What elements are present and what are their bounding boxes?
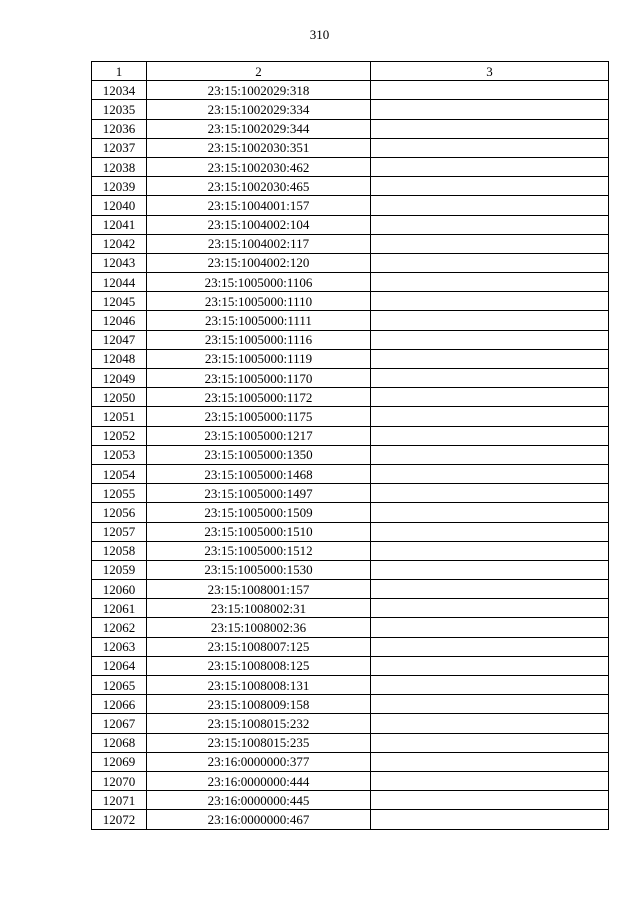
cadastral-number-cell: 23:15:1002030:462 <box>147 157 371 176</box>
table-row <box>92 676 609 695</box>
row-number-cell: 12055 <box>92 484 147 503</box>
row-number-cell: 12037 <box>92 138 147 157</box>
cadastral-number-cell: 23:16:0000000:467 <box>147 810 371 829</box>
cadastral-number-cell: 23:16:0000000:377 <box>147 752 371 771</box>
row-number-cell: 12047 <box>92 330 147 349</box>
row-number-cell: 12059 <box>92 560 147 579</box>
column-header-3: 3 <box>371 62 609 81</box>
row-number-cell: 12069 <box>92 752 147 771</box>
table-row <box>92 810 609 829</box>
cadastral-number-cell: 23:15:1008008:131 <box>147 676 371 695</box>
notes-cell <box>371 273 609 292</box>
cadastral-number-cell: 23:15:1004002:117 <box>147 234 371 253</box>
notes-cell <box>371 522 609 541</box>
row-number-cell: 12043 <box>92 253 147 272</box>
row-number-cell: 12052 <box>92 426 147 445</box>
cadastral-number-cell: 23:16:0000000:444 <box>147 771 371 790</box>
row-number-cell: 12064 <box>92 656 147 675</box>
row-number-cell: 12056 <box>92 503 147 522</box>
table-row <box>92 714 609 733</box>
notes-cell <box>371 580 609 599</box>
table-row <box>92 656 609 675</box>
notes-cell <box>371 733 609 752</box>
table-body <box>92 81 609 829</box>
row-number-cell: 12070 <box>92 771 147 790</box>
notes-cell <box>371 599 609 618</box>
row-number-cell: 12041 <box>92 215 147 234</box>
table-row <box>92 215 609 234</box>
table-row <box>92 253 609 272</box>
cadastral-number-cell: 23:15:1005000:1119 <box>147 349 371 368</box>
row-number-cell: 12050 <box>92 388 147 407</box>
table-row <box>92 407 609 426</box>
notes-cell <box>371 503 609 522</box>
cadastral-number-cell: 23:15:1005000:1497 <box>147 484 371 503</box>
cadastral-number-cell: 23:15:1002029:344 <box>147 119 371 138</box>
cadastral-number-cell: 23:15:1005000:1530 <box>147 560 371 579</box>
notes-cell <box>371 656 609 675</box>
page-number: 310 <box>309 27 330 42</box>
cadastral-number-cell: 23:15:1002029:334 <box>147 100 371 119</box>
table-row <box>92 522 609 541</box>
cadastral-number-cell: 23:15:1005000:1350 <box>147 445 371 464</box>
column-header-1: 1 <box>92 62 147 81</box>
cadastral-number-cell: 23:15:1008002:31 <box>147 599 371 618</box>
notes-cell <box>371 177 609 196</box>
notes-cell <box>371 637 609 656</box>
notes-cell <box>371 330 609 349</box>
row-number-cell: 12038 <box>92 157 147 176</box>
table-row <box>92 695 609 714</box>
table-header <box>92 62 609 81</box>
cadastral-number-cell: 23:15:1005000:1512 <box>147 541 371 560</box>
notes-cell <box>371 695 609 714</box>
table-row <box>92 273 609 292</box>
notes-cell <box>371 81 609 100</box>
table-row <box>92 369 609 388</box>
notes-cell <box>371 253 609 272</box>
row-number-cell: 12058 <box>92 541 147 560</box>
row-number-cell: 12065 <box>92 676 147 695</box>
table-row <box>92 445 609 464</box>
table-row <box>92 618 609 637</box>
row-number-cell: 12072 <box>92 810 147 829</box>
notes-cell <box>371 215 609 234</box>
table-row <box>92 791 609 810</box>
cadastral-number-cell: 23:15:1008015:235 <box>147 733 371 752</box>
notes-cell <box>371 810 609 829</box>
cadastral-number-cell: 23:15:1008007:125 <box>147 637 371 656</box>
notes-cell <box>371 311 609 330</box>
table-row <box>92 292 609 311</box>
notes-cell <box>371 292 609 311</box>
table-row <box>92 599 609 618</box>
row-number-cell: 12040 <box>92 196 147 215</box>
table-row <box>92 177 609 196</box>
notes-cell <box>371 484 609 503</box>
table-row <box>92 637 609 656</box>
table-row <box>92 349 609 368</box>
table-row <box>92 119 609 138</box>
notes-cell <box>371 138 609 157</box>
cadastral-number-cell: 23:15:1005000:1106 <box>147 273 371 292</box>
table-row <box>92 196 609 215</box>
notes-cell <box>371 349 609 368</box>
row-number-cell: 12044 <box>92 273 147 292</box>
notes-cell <box>371 157 609 176</box>
cadastral-number-cell: 23:15:1002030:465 <box>147 177 371 196</box>
table-row <box>92 426 609 445</box>
row-number-cell: 12042 <box>92 234 147 253</box>
cadastral-number-cell: 23:15:1005000:1510 <box>147 522 371 541</box>
cadastral-number-cell: 23:15:1005000:1110 <box>147 292 371 311</box>
cadastral-number-cell: 23:15:1008015:232 <box>147 714 371 733</box>
cadastral-number-cell: 23:15:1008008:125 <box>147 656 371 675</box>
row-number-cell: 12049 <box>92 369 147 388</box>
notes-cell <box>371 407 609 426</box>
notes-cell <box>371 388 609 407</box>
table-row <box>92 464 609 483</box>
cadastral-number-cell: 23:15:1005000:1172 <box>147 388 371 407</box>
notes-cell <box>371 791 609 810</box>
column-header-2: 2 <box>147 62 371 81</box>
notes-cell <box>371 464 609 483</box>
table-row <box>92 484 609 503</box>
notes-cell <box>371 771 609 790</box>
table-row <box>92 100 609 119</box>
table-row <box>92 388 609 407</box>
cadastral-number-cell: 23:15:1005000:1509 <box>147 503 371 522</box>
notes-cell <box>371 676 609 695</box>
row-number-cell: 12051 <box>92 407 147 426</box>
cadastral-number-cell: 23:15:1005000:1175 <box>147 407 371 426</box>
row-number-cell: 12063 <box>92 637 147 656</box>
notes-cell <box>371 100 609 119</box>
table-row <box>92 541 609 560</box>
row-number-cell: 12039 <box>92 177 147 196</box>
row-number-cell: 12054 <box>92 464 147 483</box>
notes-cell <box>371 119 609 138</box>
cadastral-number-cell: 23:15:1004002:120 <box>147 253 371 272</box>
row-number-cell: 12035 <box>92 100 147 119</box>
table-row <box>92 733 609 752</box>
cadastral-number-cell: 23:15:1005000:1170 <box>147 369 371 388</box>
notes-cell <box>371 560 609 579</box>
cadastral-number-cell: 23:15:1002029:318 <box>147 81 371 100</box>
notes-cell <box>371 234 609 253</box>
row-number-cell: 12053 <box>92 445 147 464</box>
row-number-cell: 12060 <box>92 580 147 599</box>
table-row <box>92 81 609 100</box>
table-row <box>92 560 609 579</box>
table-row <box>92 234 609 253</box>
table-row <box>92 503 609 522</box>
table-row <box>92 752 609 771</box>
cadastral-number-cell: 23:15:1005000:1116 <box>147 330 371 349</box>
cadastral-number-cell: 23:15:1004002:104 <box>147 215 371 234</box>
notes-cell <box>371 618 609 637</box>
table-row <box>92 157 609 176</box>
cadastral-number-cell: 23:15:1005000:1111 <box>147 311 371 330</box>
row-number-cell: 12057 <box>92 522 147 541</box>
table-row <box>92 330 609 349</box>
notes-cell <box>371 369 609 388</box>
cadastral-number-cell: 23:15:1005000:1468 <box>147 464 371 483</box>
table-header-row <box>92 62 609 81</box>
table-row <box>92 580 609 599</box>
row-number-cell: 12061 <box>92 599 147 618</box>
cadastral-number-cell: 23:15:1004001:157 <box>147 196 371 215</box>
notes-cell <box>371 714 609 733</box>
row-number-cell: 12062 <box>92 618 147 637</box>
cadastral-number-cell: 23:15:1005000:1217 <box>147 426 371 445</box>
row-number-cell: 12071 <box>92 791 147 810</box>
notes-cell <box>371 426 609 445</box>
row-number-cell: 12034 <box>92 81 147 100</box>
cadastral-number-cell: 23:15:1008001:157 <box>147 580 371 599</box>
cadastral-number-cell: 23:15:1008002:36 <box>147 618 371 637</box>
row-number-cell: 12068 <box>92 733 147 752</box>
row-number-cell: 12066 <box>92 695 147 714</box>
notes-cell <box>371 541 609 560</box>
row-number-cell: 12067 <box>92 714 147 733</box>
row-number-cell: 12045 <box>92 292 147 311</box>
row-number-cell: 12036 <box>92 119 147 138</box>
notes-cell <box>371 752 609 771</box>
table-row <box>92 138 609 157</box>
row-number-cell: 12046 <box>92 311 147 330</box>
data-table <box>91 61 609 830</box>
notes-cell <box>371 445 609 464</box>
cadastral-number-cell: 23:15:1008009:158 <box>147 695 371 714</box>
row-number-cell: 12048 <box>92 349 147 368</box>
cadastral-number-cell: 23:16:0000000:445 <box>147 791 371 810</box>
cadastral-number-cell: 23:15:1002030:351 <box>147 138 371 157</box>
table-row <box>92 771 609 790</box>
table-row <box>92 311 609 330</box>
notes-cell <box>371 196 609 215</box>
